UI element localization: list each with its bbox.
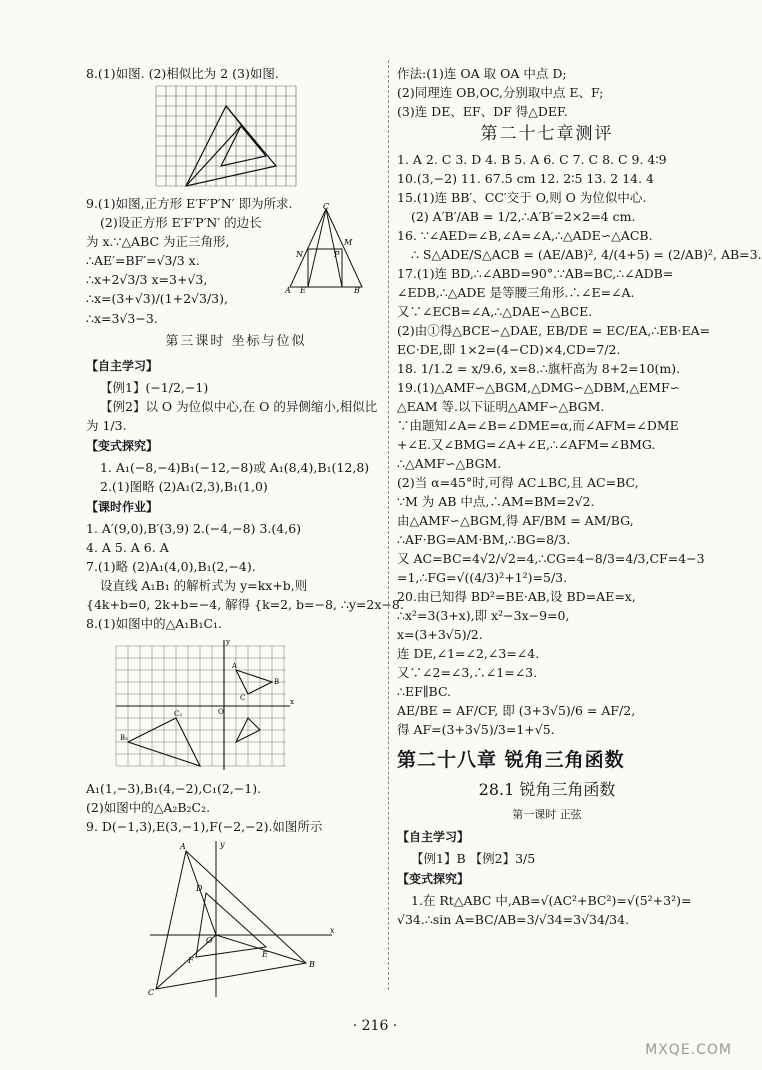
triangle-figure-9 (285, 202, 366, 295)
right-column (397, 64, 762, 929)
review-15-2: (2) A′B′/AB = 1/2,∴A′B′=2×2=4 cm. (411, 209, 636, 224)
example-2: 【例2】以 O 为位似中心,在 O 的异侧缩小,相似比 (100, 399, 378, 414)
fig9b-point-C: C (148, 988, 155, 997)
review-1-9: 1. A 2. C 3. D 4. B 5. A 6. C 7. C 8. C 9. 4∶9 (397, 152, 667, 167)
page-number: · 216 · (352, 1018, 398, 1034)
fig9-label-N: N (296, 250, 303, 259)
fig9b-point-E: E (262, 950, 268, 959)
review-19-2c: 由△AMF∽△BGM,得 AF/BM = AM/BG, (397, 513, 634, 528)
homework-7-b: 设直线 A₁B₁ 的解析式为 y=kx+b,则 (100, 578, 308, 593)
answer-9-2f: ∴x=3√3−3. (86, 311, 158, 326)
fig8-axis-x: x (290, 698, 294, 706)
review-20: 20.由已知得 BD²=BE·AB,设 BD=AE=x, (397, 589, 636, 604)
review-19-2f: =1,∴FG=√((4/3)²+1²)=5/3. (397, 570, 568, 585)
answer-9-2d: ∴x+2√3/3 x=3+√3, (86, 272, 208, 287)
fig8-point-C2: C₂ (174, 710, 183, 718)
lesson-sine-title: 第一课时 正弦 (512, 808, 582, 821)
lesson-title: 第三课时 坐标与位似 (165, 334, 307, 349)
fig8-origin: O (218, 708, 224, 716)
review-20-d: 连 DE,∠1=∠2,∠3=∠4. (397, 646, 540, 661)
review-15-1: 15.(1)连 BB′、CC′交于 O,则 O 为位似中心. (397, 190, 647, 205)
fig9b-origin: O (206, 936, 213, 945)
chapter-27-review-title: 第二十七章测评 (480, 124, 614, 144)
review-20-b: ∴x²=3(3+x),即 x²−3x−9=0, (397, 608, 570, 623)
review-10-14: 10.(3,−2) 11. 67.5 cm 12. 2∶5 13. 2 14. 4 (397, 171, 655, 186)
review-16-b: ∴ S△ADE/S△ACB = (AE/AB)², 4/(4+5) = (2/AB)², AB=3. (411, 247, 762, 262)
fig8-point-C: C (240, 694, 246, 702)
fig8-point-B: B (274, 678, 280, 686)
method-2: (2)同理连 OB,OC,分别取中点 E、F; (397, 85, 604, 100)
fig9b-axis-y: y (220, 840, 225, 849)
fig9-label-P: P (334, 250, 340, 259)
review-19-2d: ∴AF·BG=AM·BM,∴BG=8/3. (397, 532, 571, 547)
homework-9: 9. D(−1,3),E(3,−1),F(−2,−2).如图所示 (86, 819, 323, 834)
method-3: (3)连 DE、EF、DF 得△DEF. (397, 104, 568, 119)
fig9-label-A: A (285, 286, 291, 295)
review-19-1b: △EAM 等.以下证明△AMF∽△BGM. (397, 399, 605, 414)
fig9-label-E: E (300, 286, 306, 295)
review-18: 18. 1/1.2 = x/9.6, x=8.∴旗杆高为 8+2=10(m). (397, 361, 681, 376)
answer-9-2b: 为 x.∵△ABC 为正三角形, (86, 234, 230, 249)
review-20-f: ∴EF∥BC. (397, 684, 452, 699)
answer-9-2c: ∴AE′=BF′=√3/3 x. (86, 253, 200, 268)
variant-28-1b: √34.∴sin A=BC/AB=3/√34=3√34/34. (397, 912, 630, 927)
section-self-study-2: 【自主学习】 (397, 830, 470, 844)
homework-8-2: (2)如图中的△A₂B₂C₂. (86, 800, 211, 815)
homework-8-points: A₁(1,−3),B₁(4,−2),C₁(2,−1). (86, 781, 262, 796)
fig9b-axis-x: x (330, 926, 335, 935)
chapter-28-title: 第二十八章 锐角三角函数 (397, 749, 625, 771)
homework-4-6: 4. A 5. A 6. A (86, 540, 169, 555)
section-variant-2: 【变式探究】 (397, 872, 470, 886)
homework-1-3: 1. A′(9,0),B′(3,9) 2.(−4,−8) 3.(4,6) (86, 521, 302, 536)
section-homework: 【课时作业】 (86, 500, 159, 514)
review-20-g: AE/BE = AF/CF, 即 (3+3√5)/6 = AF/2, (397, 703, 636, 718)
review-20-e: 又∵∠2=∠3,∴∠1=∠3. (397, 665, 538, 680)
fig9-label-M: M (344, 238, 353, 247)
homework-8: 8.(1)如图中的△A₁B₁C₁. (86, 616, 223, 631)
fig9b-point-F: F (188, 956, 194, 965)
grid-figure-8 (156, 86, 296, 191)
fig9-label-C: C (323, 202, 330, 211)
fig8-axis-y: y (226, 638, 230, 646)
review-19-2: (2)当 α=45°时,可得 AC⊥BC,且 AC=BC, (397, 475, 639, 490)
review-20-c: x=(3+3√5)/2. (397, 627, 483, 642)
answer-9-2e: ∴x=(3+√3)/(1+2√3/3), (86, 291, 228, 306)
review-19-2e: 又 AC=BC=4√2/√2=4,∴CG=4−8/3=4/3,CF=4−3 (397, 551, 705, 566)
example-2-cont: 为 1/3. (86, 418, 127, 433)
fig9-label-B: B (354, 286, 360, 295)
review-17-1b: ∠EDB,∴△ADE 是等腰三角形.∴∠E=∠A. (397, 285, 635, 300)
example-1: 【例1】(−1/2,−1) (100, 380, 209, 395)
review-19-1c: ∵由题知∠A=∠B=∠DME=α,而∠AFM=∠DME (397, 418, 679, 433)
homework-7-c: {4k+b=0, 2k+b=−4, 解得 {k=2, b=−8, ∴y=2x−8. (86, 597, 404, 612)
review-17-1: 17.(1)连 BD,∴∠ABD=90°.∵AB=BC,∴∠ADB= (397, 266, 674, 281)
coordinate-figure-8 (106, 636, 296, 776)
coordinate-figure-9 (146, 839, 336, 999)
watermark: MXQE.COM (645, 1042, 732, 1058)
review-17-1c: 又∵∠ECB=∠A,∴△DAE∽△BCE. (397, 304, 593, 319)
variant-28-1: 1.在 Rt△ABC 中,AB=√(AC²+BC²)=√(5²+3²)= (411, 893, 692, 908)
variant-2: 2.(1)图略 (2)A₁(2,3),B₁(1,0) (100, 479, 268, 494)
fig8-point-A: A (232, 662, 238, 670)
section-28-1-title: 28.1 锐角三角函数 (478, 780, 616, 799)
answer-9-2a: (2)设正方形 E′F′P′N′ 的边长 (100, 215, 262, 230)
fig9b-point-D: D (196, 884, 203, 893)
examples-28: 【例1】B 【例2】3/5 (411, 851, 536, 866)
review-19-1e: ∴△AMF∽△BGM. (397, 456, 502, 471)
variant-1: 1. A₁(−8,−4)B₁(−12,−8)或 A₁(8,4),B₁(12,8) (100, 460, 370, 475)
column-divider (388, 60, 389, 990)
review-17-2b: EC·DE,即 1×2=(4−CD)×4,CD=7/2. (397, 342, 621, 357)
review-19-2b: ∵M 为 AB 中点,∴AM=BM=2√2. (397, 494, 595, 509)
fig8-point-B2: B₂ (120, 734, 128, 742)
review-19-1: 19.(1)△AMF∽△BGM,△DMG∽△DBM,△EMF∽ (397, 380, 681, 395)
method-1: 作法:(1)连 OA 取 OA 中点 D; (397, 66, 567, 81)
review-19-1d: +∠E.又∠BMG=∠A+∠E,∴∠AFM=∠BMG. (397, 437, 656, 452)
fig9b-point-B: B (309, 960, 315, 969)
answer-8: 8.(1)如图. (2)相似比为 2 (3)如图. (86, 66, 279, 81)
section-self-study: 【自主学习】 (86, 359, 159, 373)
review-16: 16. ∵∠AED=∠B,∠A=∠A,∴△ADE∽△ACB. (397, 228, 653, 243)
fig9b-point-A: A (180, 842, 186, 851)
section-variant: 【变式探究】 (86, 439, 159, 453)
answer-9-1: 9.(1)如图,正方形 E′F′P′N′ 即为所求. (86, 196, 293, 211)
review-20-h: 得 AF=(3+3√5)/3=1+√5. (397, 722, 555, 737)
homework-7: 7.(1)略 (2)A₁(4,0),B₁(2,−4). (86, 559, 256, 574)
left-column (86, 64, 404, 1002)
review-17-2: (2)由①得△BCE∽△DAE, EB/DE = EC/EA,∴EB·EA= (397, 323, 711, 338)
